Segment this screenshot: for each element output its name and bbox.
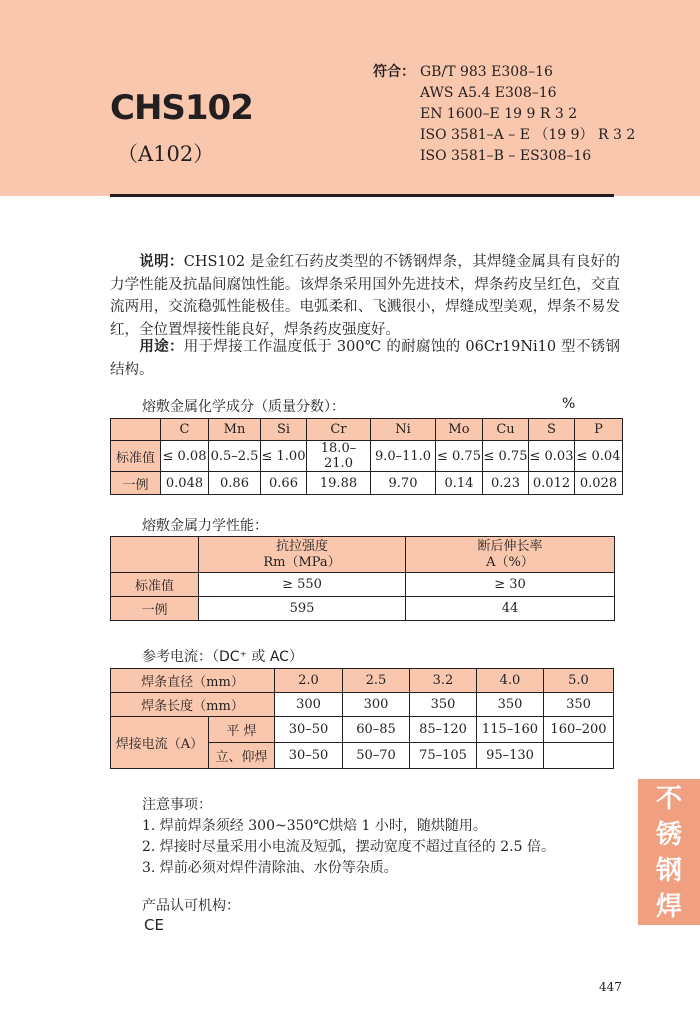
row-label: 标准值 <box>111 573 199 597</box>
table-cell: ≤ 0.03 <box>529 441 575 472</box>
table-cell: 350 <box>477 693 544 717</box>
table-cell: 44 <box>406 597 615 621</box>
table-cell: ≤ 0.04 <box>575 441 623 472</box>
table-cell: ≥ 550 <box>199 573 406 597</box>
standard-item: GB/T 983 E308–16 <box>420 64 553 80</box>
table-cell: 30–50 <box>275 717 343 743</box>
row-label: 焊条长度（mm） <box>111 693 275 717</box>
description-label: 说明： <box>139 254 184 270</box>
chemistry-header-cell <box>111 419 161 441</box>
tensile-header: 抗拉强度 Rm（MPa） <box>199 537 406 573</box>
row-label: 一例 <box>111 597 199 621</box>
table-cell: 0.048 <box>161 472 209 495</box>
table-cell: 3.2 <box>410 669 477 693</box>
table-cell: 2.0 <box>275 669 343 693</box>
standard-item: ISO 3581–A – E （19 9） R 3 2 <box>420 127 636 143</box>
chemistry-header-row <box>111 419 623 441</box>
mechanical-row-example <box>111 597 615 621</box>
length-row <box>111 693 614 717</box>
table-cell: 95–130 <box>477 743 544 769</box>
product-code: CHS102 <box>110 88 253 128</box>
table-cell: 595 <box>199 597 406 621</box>
chemistry-title: 熔敷金属化学成分（质量分数）： <box>142 399 345 415</box>
table-cell: 18.0–21.0 <box>307 441 371 472</box>
table-cell: 300 <box>343 693 410 717</box>
note-item: 3. 焊前必须对焊件清除油、水份等杂质。 <box>142 860 398 876</box>
table-cell: 0.5–2.5 <box>209 441 261 472</box>
standard-item: EN 1600–E 19 9 R 3 2 <box>420 106 578 122</box>
usage-label: 用途： <box>139 339 184 355</box>
mechanical-title: 熔敷金属力学性能： <box>142 518 268 534</box>
table-cell: 4.0 <box>477 669 544 693</box>
chemistry-row-standard <box>111 441 623 472</box>
chemistry-header-cell: Mn <box>209 419 261 441</box>
table-cell: 60–85 <box>343 717 410 743</box>
chemistry-unit: % <box>562 396 576 412</box>
chemistry-header-cell: Ni <box>371 419 436 441</box>
chemistry-header-cell: C <box>161 419 209 441</box>
mechanical-table <box>110 536 615 621</box>
chemistry-row-example <box>111 472 623 495</box>
usage-text: 用于焊接工作温度低于 300℃ 的耐腐蚀的 06Cr19Ni10 型不锈钢结构。 <box>110 339 620 378</box>
table-cell: 0.66 <box>261 472 307 495</box>
table-cell: 50–70 <box>343 743 410 769</box>
page-number: 447 <box>599 980 622 994</box>
chemistry-header-cell: Mo <box>436 419 483 441</box>
table-cell: 300 <box>275 693 343 717</box>
table-cell <box>111 537 199 573</box>
current-table <box>110 668 614 769</box>
diameter-row <box>111 669 614 693</box>
table-cell: 9.0–11.0 <box>371 441 436 472</box>
table-cell: 115–160 <box>477 717 544 743</box>
note-item: 1. 焊前焊条须经 300~350℃烘焙 1 小时，随烘随用。 <box>142 818 487 834</box>
table-cell: ≥ 30 <box>406 573 615 597</box>
table-cell <box>544 743 614 769</box>
table-cell: 19.88 <box>307 472 371 495</box>
table-cell: 9.70 <box>371 472 436 495</box>
chemistry-header-cell: Cu <box>483 419 529 441</box>
usage-paragraph <box>110 336 620 381</box>
elongation-header: 断后伸长率 A（%） <box>406 537 615 573</box>
table-cell: 0.012 <box>529 472 575 495</box>
ce-mark: CE <box>144 916 164 934</box>
current-title: 参考电流：（DC⁺ 或 AC） <box>142 649 303 665</box>
row-label: 焊接电流（A） <box>111 717 209 769</box>
header-rule <box>110 194 614 197</box>
table-cell: ≤ 0.75 <box>436 441 483 472</box>
row-label: 一例 <box>111 472 161 495</box>
mechanical-row-standard <box>111 573 615 597</box>
table-cell: 0.23 <box>483 472 529 495</box>
table-cell: ≤ 0.75 <box>483 441 529 472</box>
row-label: 标准值 <box>111 441 161 472</box>
table-cell: 0.028 <box>575 472 623 495</box>
table-cell: 30–50 <box>275 743 343 769</box>
chemistry-header-cell: Si <box>261 419 307 441</box>
table-cell: 160–200 <box>544 717 614 743</box>
notes-title: 注意事项： <box>142 797 212 813</box>
table-cell: 0.14 <box>436 472 483 495</box>
standards-label: 符合： <box>373 64 415 80</box>
certification-title: 产品认可机构： <box>142 898 240 914</box>
notes-block <box>142 795 555 879</box>
standard-item: ISO 3581–B – ES308–16 <box>420 148 592 164</box>
table-cell: ≤ 1.00 <box>261 441 307 472</box>
chemistry-header-cell: P <box>575 419 623 441</box>
standard-item: AWS A5.4 E308–16 <box>420 85 557 101</box>
row-label: 立、仰焊 <box>209 743 275 769</box>
flat-row <box>111 717 614 743</box>
table-cell: 5.0 <box>544 669 614 693</box>
table-cell: 2.5 <box>343 669 410 693</box>
chemistry-table <box>110 418 623 495</box>
chemistry-header-cell: S <box>529 419 575 441</box>
table-cell: 350 <box>544 693 614 717</box>
row-label: 平 焊 <box>209 717 275 743</box>
table-cell: 75–105 <box>410 743 477 769</box>
table-cell: 85–120 <box>410 717 477 743</box>
description-text: CHS102 是金红石药皮类型的不锈钢焊条，其焊缝金属具有良好的力学性能及抗晶间腐蚀性能。该焊条采用国外先进技术，焊条药皮呈红色，交直流两用，交流稳弧性能极佳。电弧柔和、飞溅很小，焊缝成型美观，焊条不易发红，全位置焊接性能良好，焊条药皮强度好。 <box>110 254 620 338</box>
mechanical-header-row <box>111 537 615 573</box>
standards-block <box>373 62 635 167</box>
description-paragraph <box>110 251 620 341</box>
chemistry-header-cell: Cr <box>307 419 371 441</box>
row-label: 焊条直径（mm） <box>111 669 275 693</box>
product-alias: （A102） <box>117 142 215 166</box>
table-cell: 0.86 <box>209 472 261 495</box>
table-cell: ≤ 0.08 <box>161 441 209 472</box>
category-side-tab: 不 锈 钢 焊 条 <box>638 779 700 925</box>
note-item: 2. 焊接时尽量采用小电流及短弧，摆动宽度不超过直径的 2.5 倍。 <box>142 839 555 855</box>
table-cell: 350 <box>410 693 477 717</box>
